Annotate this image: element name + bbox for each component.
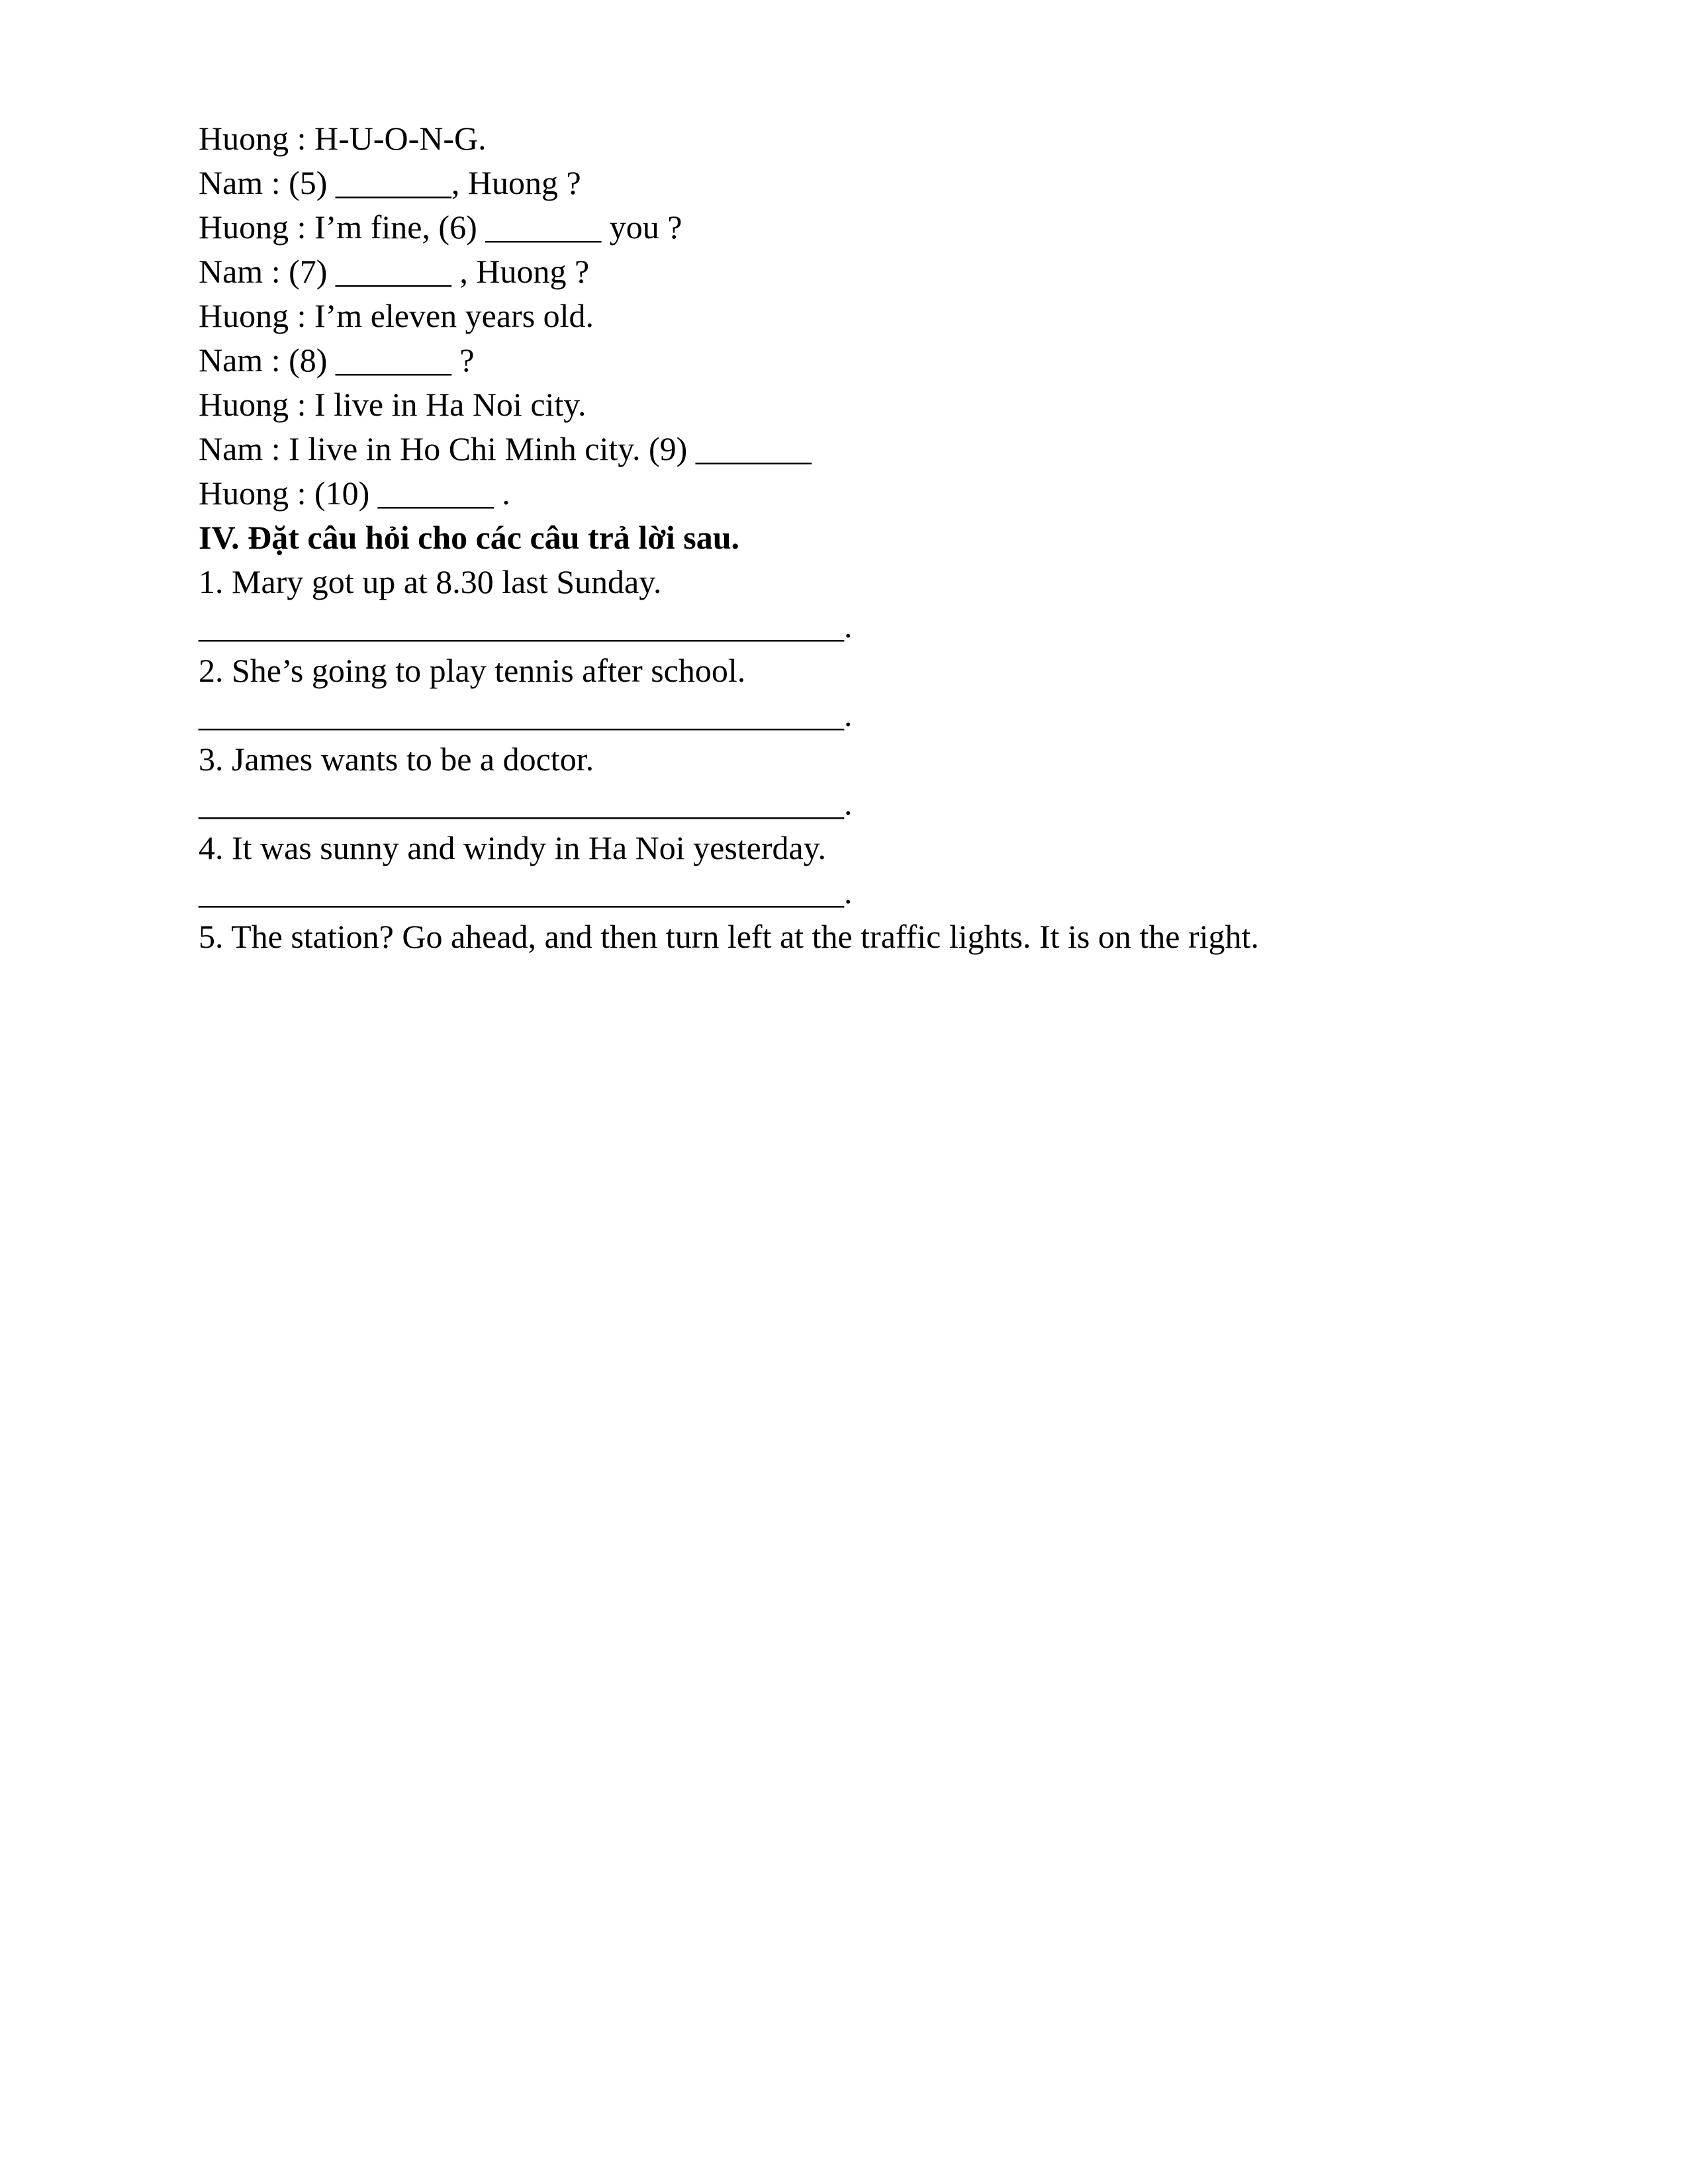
- answer-line: _______________________________________.: [199, 874, 853, 911]
- dialogue-line: Nam : (7) _______ , Huong ?: [199, 253, 590, 290]
- dialogue-line: Huong : (10) _______ .: [199, 475, 510, 512]
- dialogue-line: Nam : (8) _______ ?: [199, 341, 475, 379]
- question-sentence: 1. Mary got up at 8.30 last Sunday.: [199, 563, 662, 600]
- answer-line: _______________________________________.: [199, 696, 853, 733]
- question-sentence: 2. She’s going to play tennis after school.: [199, 652, 746, 689]
- question-sentence: 3. James wants to be a doctor.: [199, 741, 594, 778]
- section-iv-heading: IV. Đặt câu hỏi cho các câu trả lời sau.: [199, 519, 740, 556]
- dialogue-line: Huong : I’m fine, (6) _______ you ?: [199, 208, 682, 246]
- dialogue-line: Nam : (5) _______, Huong ?: [199, 164, 581, 201]
- question-sentence: 5. The station? Go ahead, and then turn left at the traffic lights. It is on the right.: [199, 918, 1259, 955]
- dialogue-line: Huong : H-U-O-N-G.: [199, 120, 487, 157]
- dialogue-line: Nam : I live in Ho Chi Minh city. (9) _______: [199, 430, 812, 467]
- dialogue-line: Huong : I’m eleven years old.: [199, 297, 594, 334]
- worksheet-content: [199, 116, 1523, 959]
- answer-line: _______________________________________.: [199, 785, 853, 822]
- answer-line: _______________________________________.: [199, 608, 853, 645]
- dialogue-line: Huong : I live in Ha Noi city.: [199, 386, 586, 423]
- question-sentence: 4. It was sunny and windy in Ha Noi yesterday.: [199, 829, 826, 866]
